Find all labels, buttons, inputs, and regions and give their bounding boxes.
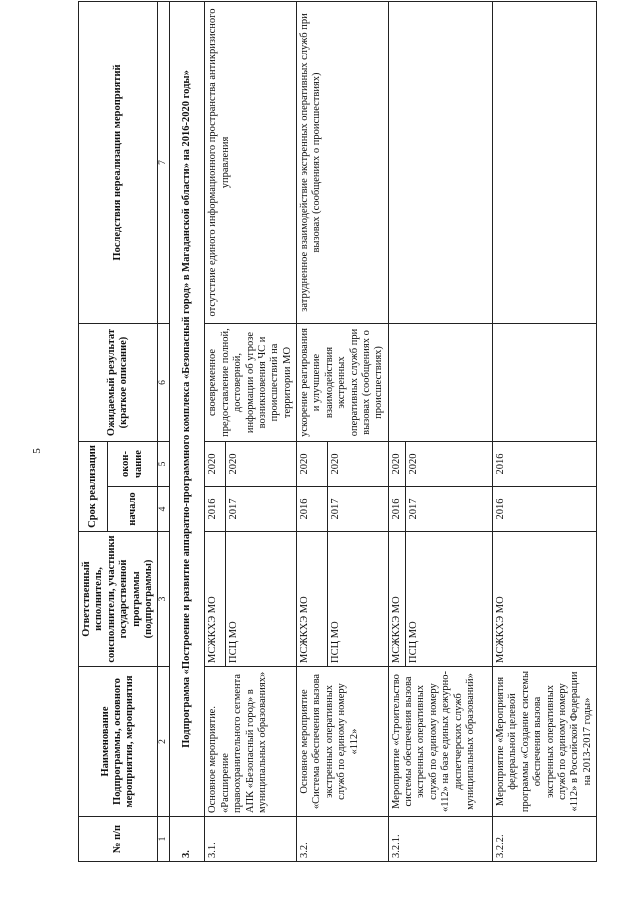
row-end: 2020 [226,442,297,487]
row-name: Мероприятие «Строительство системы обеспечения вызова экстренных оперативных служб по единому номеру «112» на базе единых дежурно-диспетчерских служб муниципальных образований» [388,667,492,817]
section-row [170,2,205,862]
header-name: Наименование Подпрограммы, основного мероприятия, мероприятия [79,667,158,817]
section-number: 3. [170,817,205,862]
row-end: 2020 [205,442,226,487]
header-num: № п/п [79,817,158,862]
col-number: 2 [158,667,170,817]
row-start: 2017 [406,487,493,532]
row-number: 3.2.2. [493,817,597,862]
row-result: своевременное предоставление полной, достоверной, информации об угрозе возникновения ЧС и происшествий на территории МО [205,324,297,442]
table-row [205,2,226,862]
row-number: 3.2.1. [388,817,492,862]
row-start: 2017 [327,487,388,532]
col-number: 3 [158,532,170,667]
row-start: 2016 [297,487,328,532]
row-executor: МСЖКХЭ МО [205,532,226,667]
row-executor: МСЖКХЭ МО [388,532,405,667]
col-number: 7 [158,2,170,324]
header-term-end: окон-чание [108,442,158,487]
row-number: 3.1. [205,817,297,862]
col-number: 1 [158,817,170,862]
row-name: Основное мероприятие. «Расширение правоохранительного сегмента АПК «Безопасный город» в муниципальных образованиях» [205,667,297,817]
row-executor: МСЖКХЭ МО [297,532,328,667]
row-start: 2016 [493,487,597,532]
row-executor: ПСЦ МО [226,532,297,667]
header-term: Срок реализации [79,442,108,532]
row-result [493,324,597,442]
col-number: 4 [158,487,170,532]
row-end: 2020 [388,442,405,487]
row-executor: ПСЦ МО [327,532,388,667]
column-numbers-row [158,2,170,862]
row-result [388,324,492,442]
row-consequence: затрудненное взаимодействие экстренных оперативных служб при вызовах (сообщениях о происшествиях) [297,2,389,324]
header-consequence: Последствия нереализации мероприятий [79,2,158,324]
row-executor: МСЖКХЭ МО [493,532,597,667]
row-result: ускорение реагирования и улучшение взаимодействия экстренных оперативных служб при вызовах (сообщениях о происшествиях) [297,324,389,442]
row-start: 2016 [205,487,226,532]
row-consequence [493,2,597,324]
row-executor: ПСЦ МО [406,532,493,667]
row-end: 2020 [297,442,328,487]
row-end: 2020 [327,442,388,487]
page-number: 5 [30,448,43,454]
row-consequence: отсутствие единого информационного пространства антикризисного управления [205,2,297,324]
header-term-start: начало [108,487,158,532]
row-start: 2016 [388,487,405,532]
row-number: 3.2. [297,817,389,862]
program-table [78,1,597,862]
row-end: 2020 [406,442,493,487]
row-consequence [388,2,492,324]
row-end: 2016 [493,442,597,487]
table-row [493,2,597,862]
row-name: Мероприятие «Мероприятия федеральной целевой программы «Создание системы обеспечения вызова экстренных оперативных служб по единому номеру «112» в Российской Федерации на 2013-2017 годы» [493,667,597,817]
table-row [297,2,328,862]
col-number: 5 [158,442,170,487]
rotated-table-wrapper [78,2,606,862]
col-number: 6 [158,324,170,442]
header-executor: Ответственный исполнитель, соисполнители, участники государственной программы (подпрограммы) [79,532,158,667]
header-result: Ожидаемый результат (краткое описание) [79,324,158,442]
row-name: Основное мероприятие «Система обеспечения вызова экстренных оперативных служб по единому номеру «112» [297,667,389,817]
header-row [79,2,108,862]
row-start: 2017 [226,487,297,532]
section-title: Подпрограмма «Построение и развитие аппаратно-программного комплекса «Безопасный город» в Магаданской области» на 2016-2020 годы» [170,2,205,817]
table-row [388,2,405,862]
